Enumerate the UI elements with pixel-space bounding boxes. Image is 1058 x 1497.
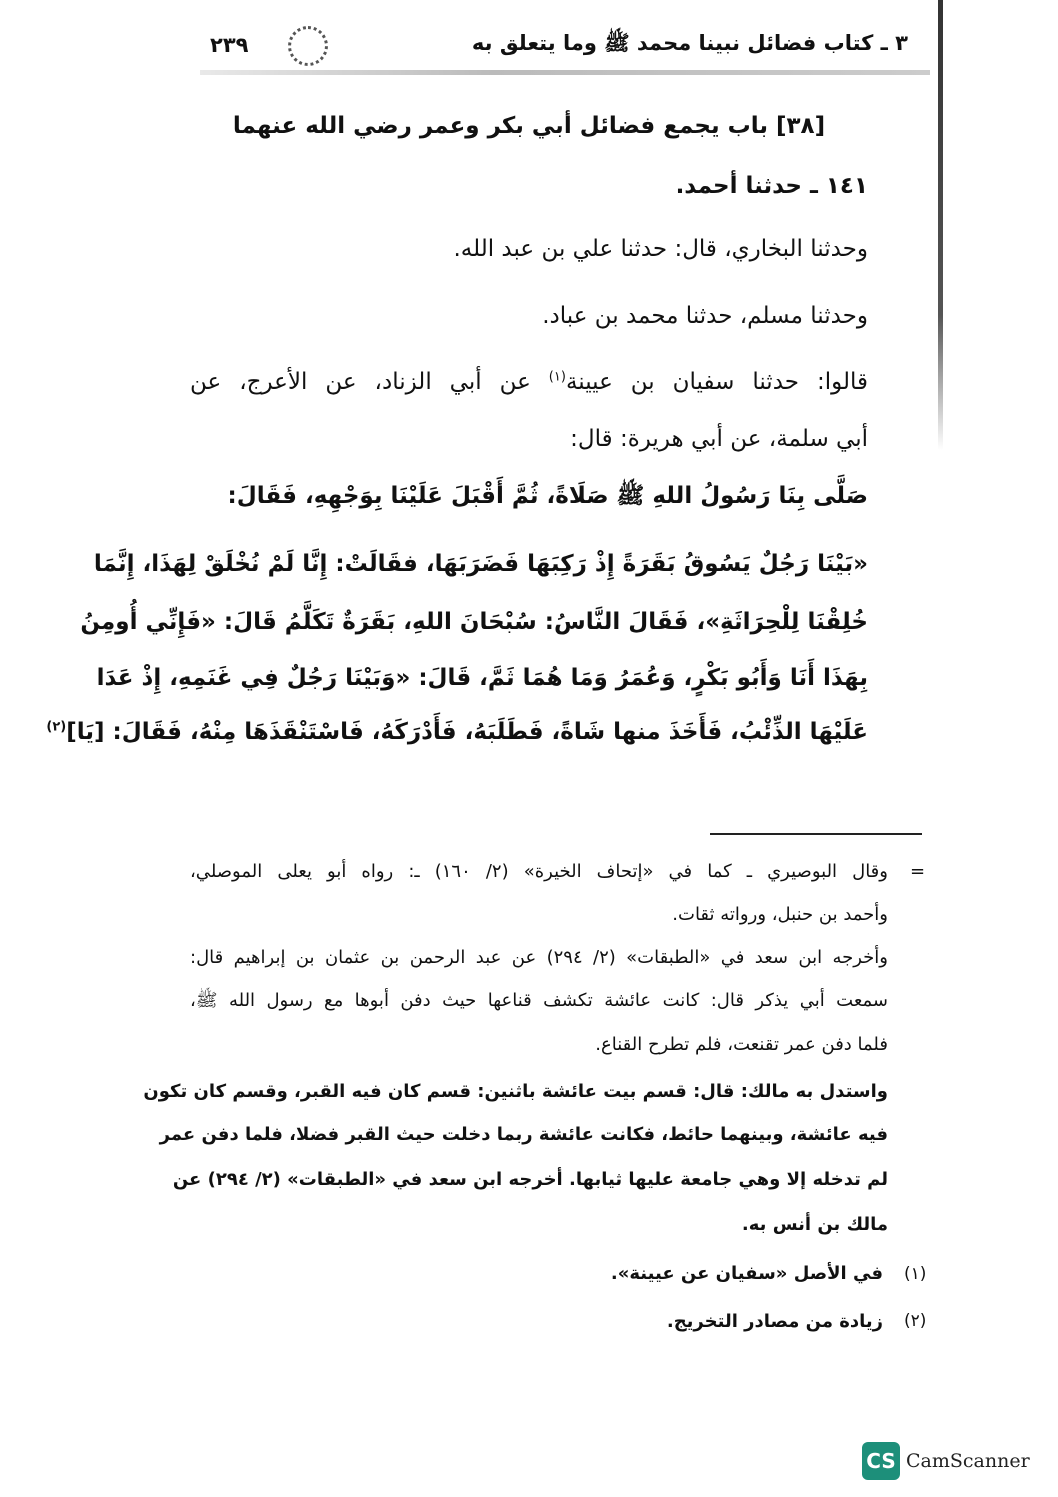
main-text-line: أبي سلمة، عن أبي هريرة: قال:: [570, 426, 868, 452]
text: عَلَيْهَا الذِّئْبُ، فَأَخَذَ منها شَاةً، فَطَلَبَهُ، فَأَدْرَكَهُ، فَاسْتَنْقَذَهَا مِنْهُ، فَقَالَ: [يَا]: [66, 719, 868, 745]
text: عن أبي الزناد، عن الأعرج، عن: [190, 369, 549, 395]
footnote-number: (١): [904, 1264, 927, 1284]
hadith-text-line: بِهَذَا أَنَا وَأَبُو بَكْرٍ، وَعُمَرُ وَمَا هُمَا ثَمَّ، قَالَ: «وَبَيْنَا رَجُلٌ فِي غَنَمِهِ، إِذْ عَدَا: [96, 665, 868, 691]
main-text-line: وحدثنا مسلم، حدثنا محمد بن عباد.: [542, 303, 868, 329]
footnote-line: مالك بن أنس به.: [741, 1214, 888, 1235]
camscanner-watermark: CamScanner: [906, 1450, 1030, 1472]
hadith-text-line: [46, 718, 868, 748]
text: قالوا: حدثنا سفيان بن عيينة: [565, 369, 868, 395]
camscanner-logo: CS: [862, 1442, 900, 1480]
footnote-line: وأحمد بن حنبل، ورواته ثقات.: [672, 904, 888, 925]
footnote-line: فلما دفن عمر تقنعت، فلم تطرح القناع.: [595, 1034, 888, 1055]
footnote-line: واستدل به مالك: قال: قسم بيت عائشة باثنين: قسم كان فيه القبر، وقسم كان تكون: [143, 1081, 888, 1102]
running-header: ٣ ـ كتاب فضائل نبينا محمد ﷺ وما يتعلق به: [471, 31, 908, 55]
hadith-text-line: «بَيْنَا رَجُلٌ يَسُوقُ بَقَرَةً إِذْ رَكِبَهَا فَضَرَبَهَا، فقَالَتْ: إِنَّا لَمْ نُخْلَقْ لِهَذَا، إِنَّمَا: [93, 551, 868, 577]
footnote-rule: [710, 833, 922, 835]
hadith-number-line: ١٤١ ـ حدثنا أحمد.: [675, 173, 868, 199]
ornament-icon: [288, 26, 328, 66]
footnote-line: فيه عائشة، وبينهما حائط، فكانت عائشة ربما دخلت حيث القبر فضلا، فلما دفن عمر: [159, 1124, 888, 1145]
page-number: ٢٣٩: [210, 33, 249, 57]
section-title: [٣٨] باب يجمع فضائل أبي بكر وعمر رضي الله عنهما: [232, 113, 826, 139]
footnote-line: وأخرجه ابن سعد في «الطبقات» (٢/ ٢٩٤) عن عبد الرحمن بن عثمان بن إبراهيم قال:: [190, 947, 889, 968]
continuation-mark: =: [910, 861, 926, 882]
footnote-line: وقال البوصيري ـ كما في «إتحاف الخيرة» (٢/ ١٦٠) ـ: رواه أبو يعلى الموصلي،: [190, 861, 888, 882]
footnote-ref: (٢): [46, 719, 67, 735]
header-rule: [200, 70, 930, 75]
footnote-number: (٢): [904, 1311, 927, 1331]
footnote-1: في الأصل «سفيان عن عيينة».: [610, 1263, 883, 1284]
footnote-ref: (١): [548, 369, 566, 385]
hadith-text-line: صَلَّى بِنَا رَسُولُ اللهِ ﷺ صَلَاةً، ثُمَّ أَقْبَلَ عَلَيْنَا بِوَجْهِهِ، فَقَالَ:: [227, 483, 868, 509]
main-text-line: وحدثنا البخاري، قال: حدثنا علي بن عبد الله.: [453, 236, 868, 262]
footnote-line: لم تدخله إلا وهي جامعة عليها ثيابها. أخرجه ابن سعد في «الطبقات» (٢/ ٢٩٤) عن: [172, 1169, 888, 1190]
hadith-text-line: خُلِقْنَا لِلْحِرَاثَةِ»، فَقَالَ النَّاسُ: سُبْحَانَ اللهِ، بَقَرَةٌ تَكَلَّمُ قَالَ: «فَإِنِّي أُومِنُ: [80, 609, 868, 635]
main-text-line: [190, 368, 868, 398]
page-edge: [938, 0, 943, 450]
footnote-2: زيادة من مصادر التخريج.: [666, 1311, 883, 1332]
footnote-line: سمعت أبي يذكر قال: كانت عائشة تكشف قناعها حيث دفن أبوها مع رسول الله ﷺ،: [190, 990, 888, 1011]
